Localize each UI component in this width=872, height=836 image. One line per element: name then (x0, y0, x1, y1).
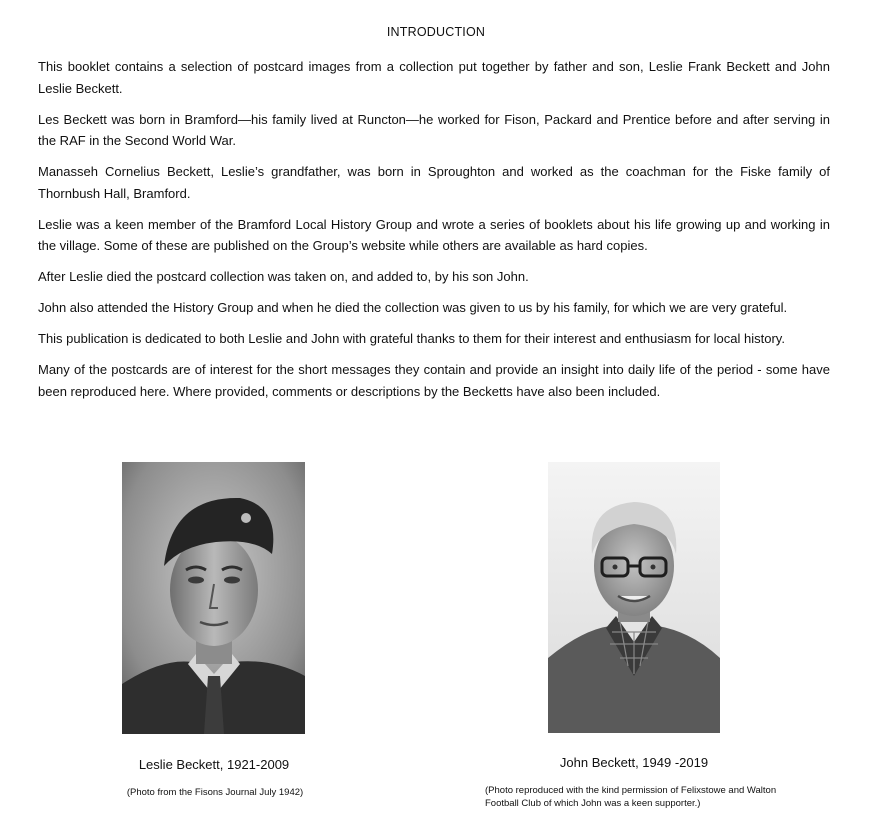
paragraph: Leslie was a keen member of the Bramford Local History Group and wrote a series of booklets about his life growing up and working in the village. Some of these are published on the Group’s website while others are available as hard copies. (38, 216, 830, 253)
paragraph: This booklet contains a selection of postcard images from a collection put together by father and son, Leslie Frank Beckett and John Leslie Beckett. (38, 59, 830, 96)
paragraph: Les Beckett was born in Bramford—his family lived at Runcton—he worked for Fison, Packard and Prentice before and after serving in the RAF in the Second World War. (38, 111, 830, 148)
paragraph: After Leslie died the postcard collection was taken on, and added to, by his son John. (38, 269, 529, 284)
leslie-photo-credit: (Photo from the Fisons Journal July 1942) (126, 787, 304, 798)
leslie-beckett-photo (122, 462, 305, 734)
introduction-body (38, 56, 830, 412)
john-beckett-photo (548, 462, 720, 733)
leslie-caption: Leslie Beckett, 1921-2009 (138, 757, 290, 772)
paragraph: This publication is dedicated to both Leslie and John with grateful thanks to them for their interest and enthusiasm for local history. (38, 331, 785, 346)
paragraph: Manasseh Cornelius Beckett, Leslie’s grandfather, was born in Sproughton and worked as the coachman for the Fiske family of Thornbush Hall, Bramford. (38, 164, 830, 201)
page-heading: INTRODUCTION (386, 25, 486, 39)
john-photo-credit: (Photo reproduced with the kind permission of Felixstowe and Walton Football Club of which John was a keen supporter.) (485, 785, 777, 809)
paragraph: Many of the postcards are of interest for the short messages they contain and provide an insight into daily life of the period - some have been reproduced here. Where provided, comments or descriptions by the Becketts have also been included. (38, 362, 830, 399)
paragraph: John also attended the History Group and when he died the collection was given to us by his family, for which we are very grateful. (38, 300, 788, 315)
john-caption: John Beckett, 1949 -2019 (559, 755, 709, 770)
